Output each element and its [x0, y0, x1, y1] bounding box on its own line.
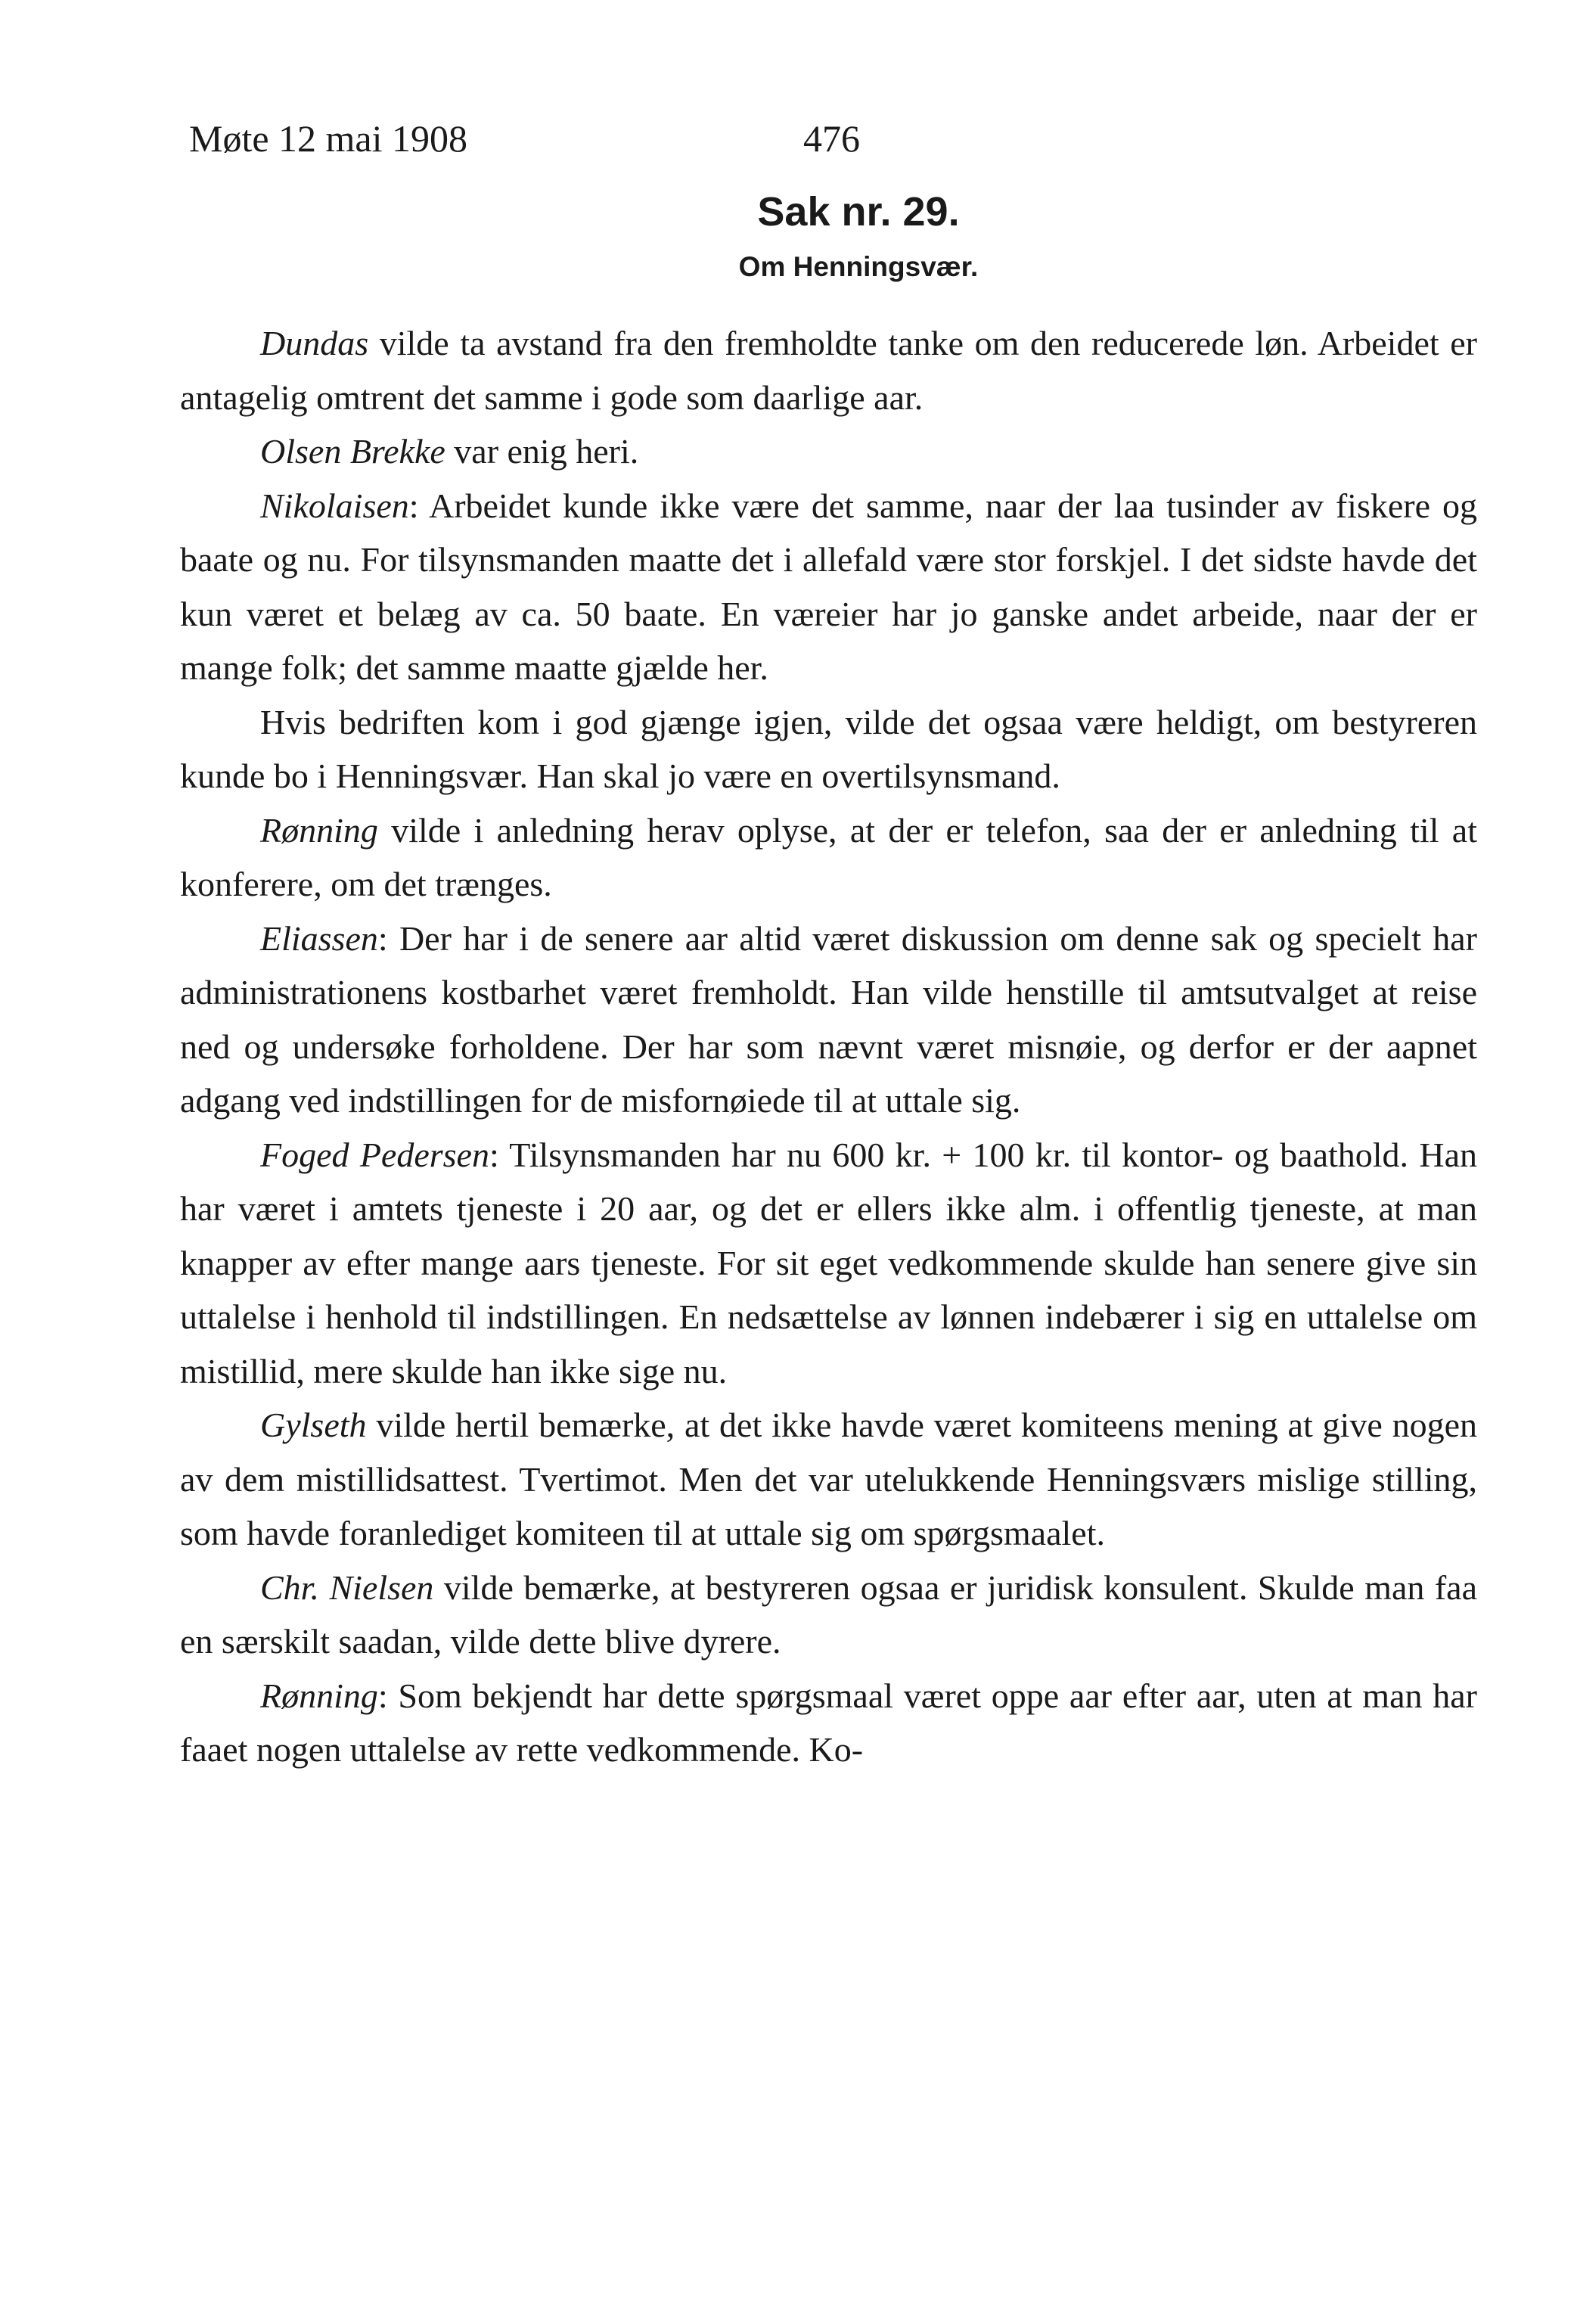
speaker-name: Gylseth	[260, 1406, 367, 1444]
speaker-name: Eliassen	[260, 918, 378, 958]
speaker-name: Nikolaisen	[260, 486, 409, 525]
paragraph	[180, 803, 1477, 912]
paragraph-text: : Som bekjendt har dette spørgsmaal været oppe aar efter aar, uten at man har faaet nogen uttalelse av rette vedkommende. Ko-	[180, 1676, 1477, 1769]
speaker-name: Foged Pedersen	[260, 1135, 489, 1174]
paragraph	[180, 695, 1477, 803]
speaker-name: Rønning	[260, 810, 378, 850]
paragraph	[180, 1561, 1477, 1669]
paragraph-text: : Arbeidet kunde ikke være det samme, naar der laa tusinder av fiskere og baate og nu. For tilsynsmanden maatte det i allefald være stor forskjel. I det sidste havde det kun været et belæg av ca. 50 baate. En væreier har jo ganske andet arbeide, naar der er mange folk; det samme maatte gjælde her.	[180, 486, 1477, 687]
paragraph	[180, 912, 1477, 1128]
paragraph-text: Hvis bedriften kom i god gjænge igjen, vilde det ogsaa være heldigt, om bestyreren kunde bo i Henningsvær. Han skal jo være en overtilsynsmand.	[180, 702, 1477, 795]
meeting-date: Møte 12 mai 1908	[189, 117, 468, 160]
paragraph	[180, 1669, 1477, 1777]
paragraph-text: vilde ta avstand fra den fremholdte tanke om den reducerede løn. Arbeidet er antagelig omtrent det samme i gode som daarlige aar.	[180, 324, 1477, 417]
paragraph	[180, 1398, 1477, 1561]
paragraph-text: var enig heri.	[445, 432, 639, 471]
speaker-name: Olsen Brekke	[260, 432, 445, 471]
speaker-name: Chr. Nielsen	[260, 1567, 434, 1607]
speaker-name: Dundas	[260, 324, 369, 362]
paragraph-text: : Tilsynsmanden har nu 600 kr. + 100 kr. til kontor- og baathold. Han har været i amtets tjeneste i 20 aar, og det er ellers ikke alm. i offentlig tjeneste, at man knapper av efter mange aars tjeneste. For sit eget vedkommende skulde han senere give sin uttalelse i henhold til indstillingen. En nedsættelse av lønnen indebærer i sig en uttalelse om mistillid, mere skulde han ikke sige nu.	[180, 1135, 1478, 1390]
paragraph-text: vilde i anledning herav oplyse, at der er telefon, saa der er anledning til at konferere, om det trænges.	[180, 810, 1477, 903]
paragraph	[180, 1128, 1477, 1399]
paragraph-text: vilde hertil bemærke, at det ikke havde været komiteens mening at give nogen av dem mistillidsattest. Tvertimot. Men det var utelukkende Henningsværs mislige stilling, som havde foranlediget komiteen til at uttale sig om spørgsmaalet.	[180, 1406, 1477, 1552]
case-subtitle: Om Henningsvær.	[738, 251, 979, 282]
paragraph-text: vilde bemærke, at bestyreren ogsaa er juridisk konsulent. Skulde man faa en særskilt saadan, vilde dette blive dyrere.	[180, 1567, 1477, 1661]
speaker-name: Rønning	[260, 1676, 378, 1715]
body-text	[180, 316, 1477, 1777]
page-number: 476	[803, 117, 860, 160]
case-title: Sak nr. 29.	[757, 189, 960, 235]
paragraph-text: : Der har i de senere aar altid været diskussion om denne sak og specielt har administrationens kostbarhet været fremholdt. Han vilde henstille til amtsutvalget at reise ned og undersøke forholdene. Der har som nævnt været misnøie, og derfor er der aapnet adgang ved indstillingen for de misfornøiede til at uttale sig.	[180, 918, 1477, 1120]
paragraph	[180, 316, 1477, 424]
paragraph	[180, 479, 1477, 695]
running-head	[189, 112, 870, 165]
paragraph	[180, 424, 1477, 479]
